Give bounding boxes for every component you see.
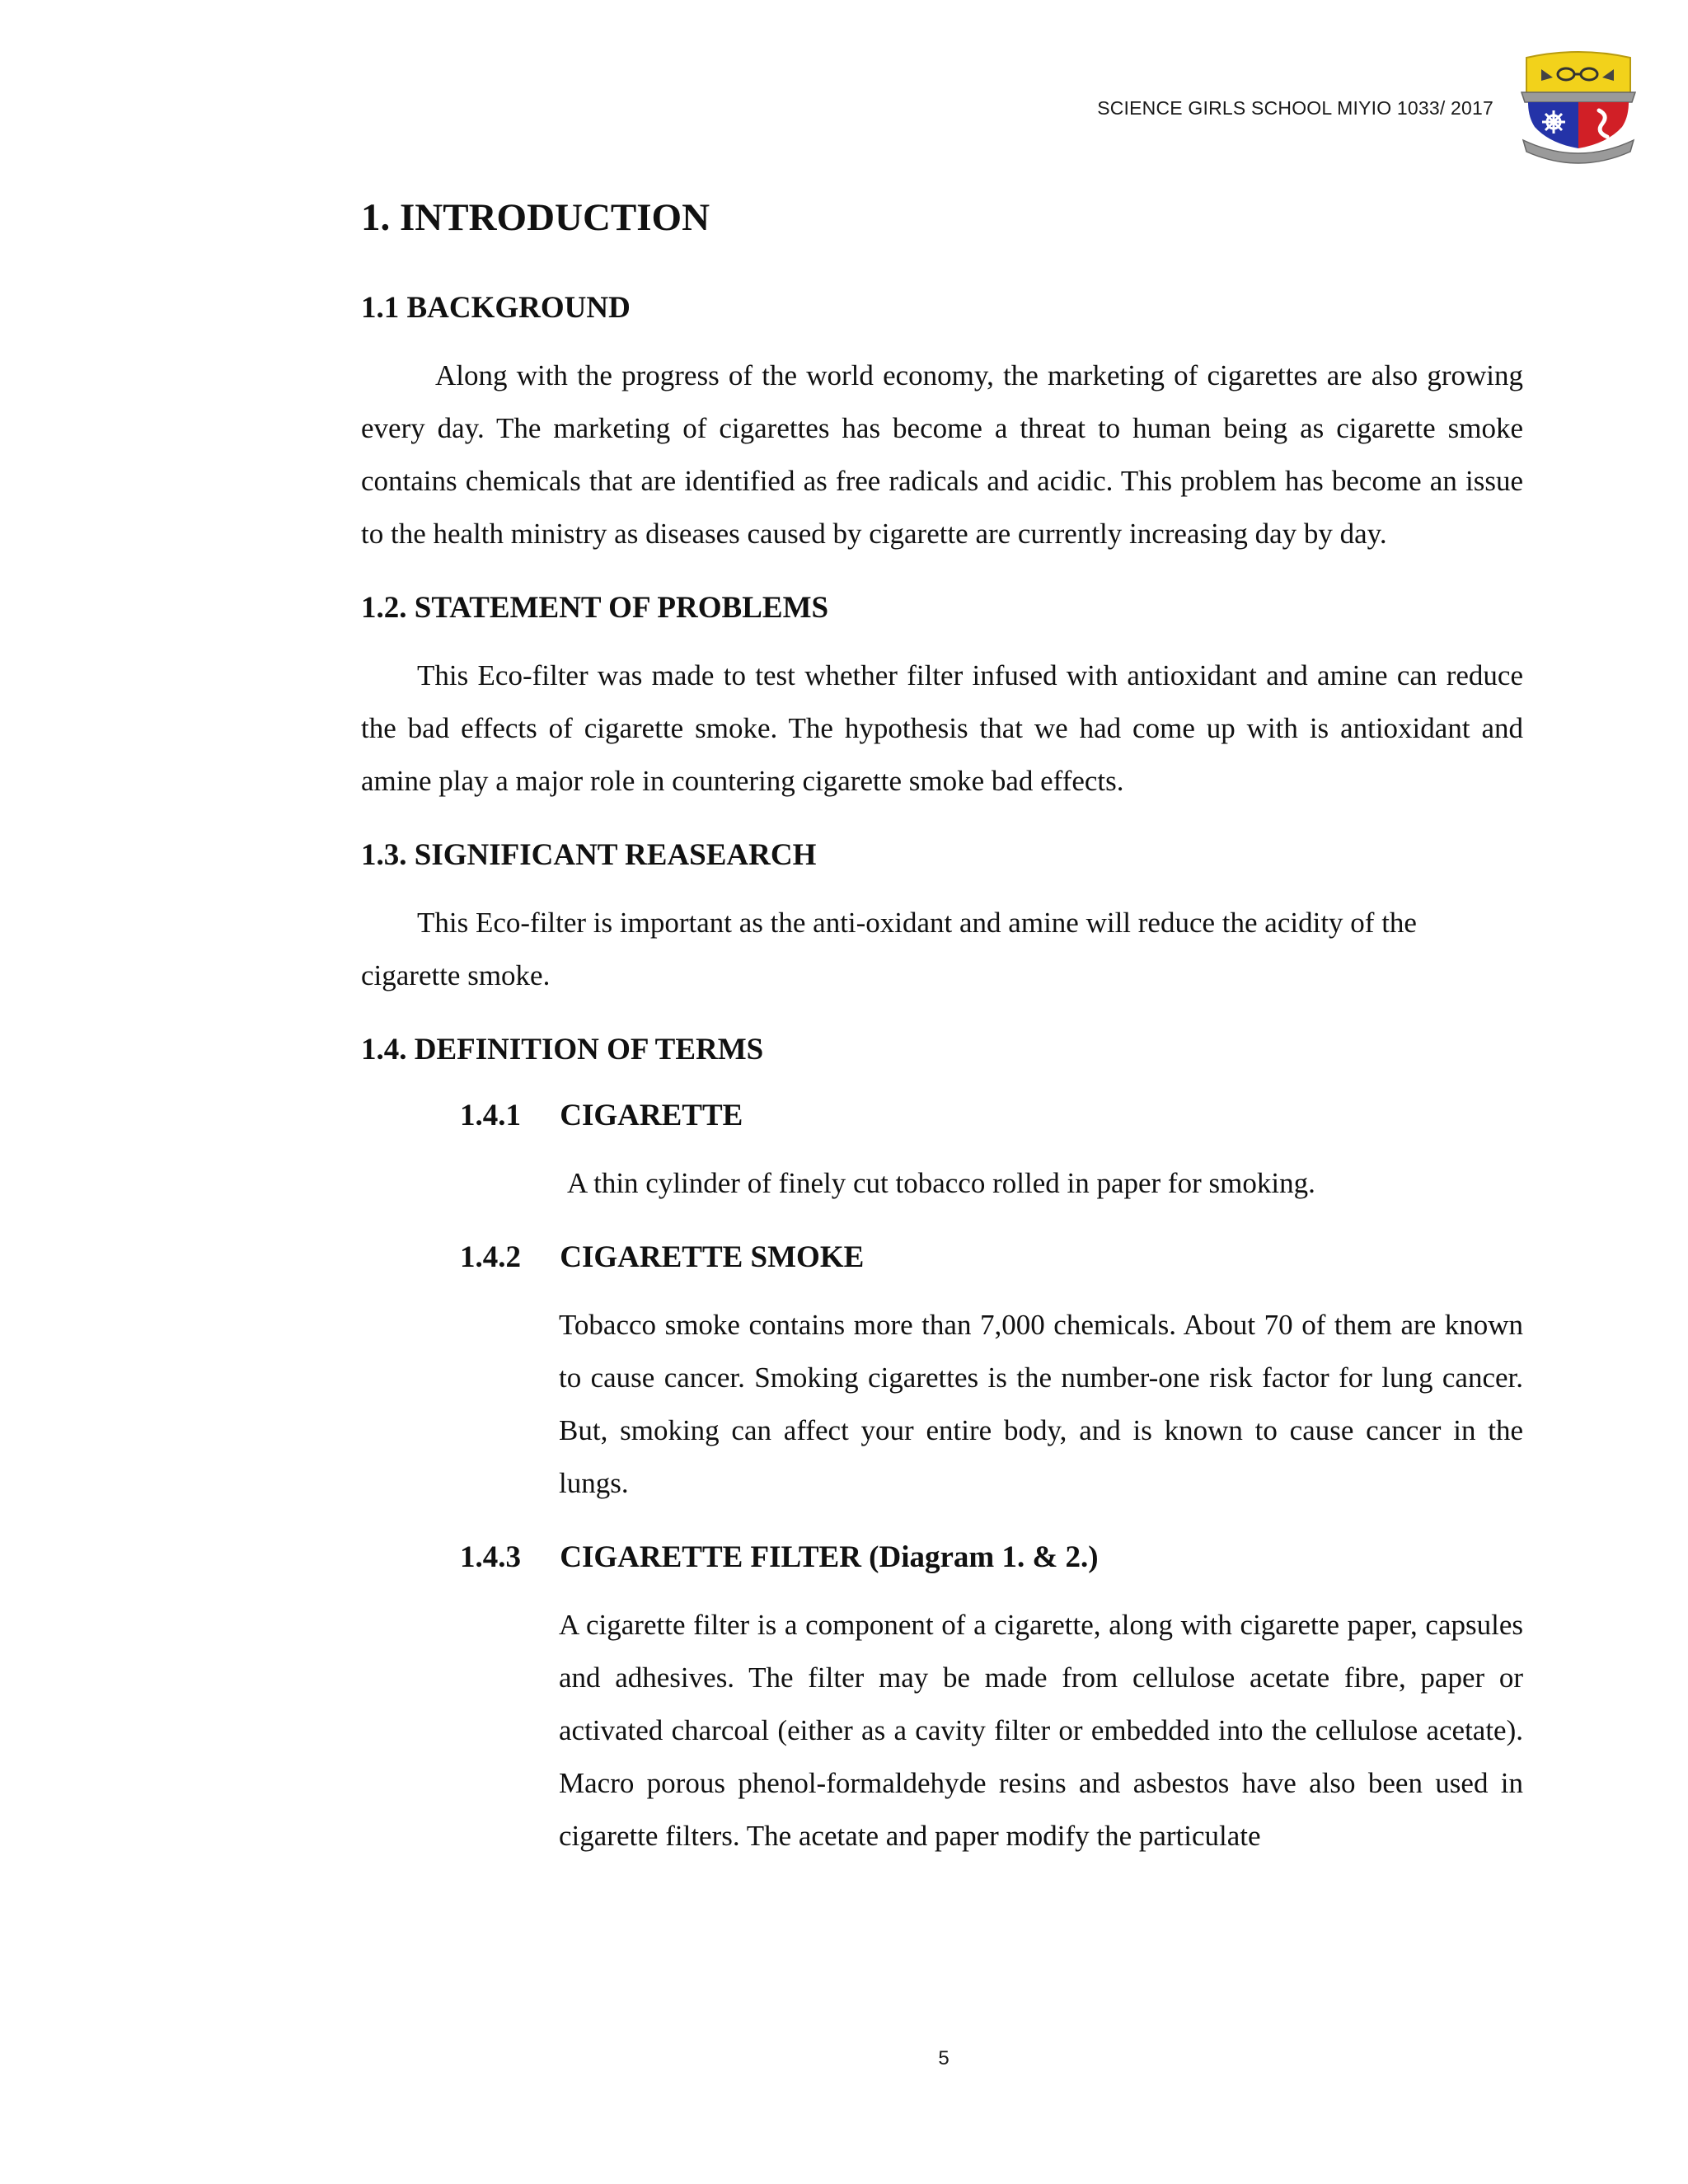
section-text-statement-of-problems: This Eco-filter was made to test whether filter infused with antioxidant and amine can reduce the bad effects of cigarette smoke. The hypothesis that we had come up with is antioxidant and amine play a major role in countering cigarette smoke bad effects. [361, 659, 1523, 797]
header-school-text: SCIENCE GIRLS SCHOOL MIYIO 1033/ 2017 [1097, 97, 1493, 119]
section-heading-significant-research: 1.3. SIGNIFICANT REASEARCH [361, 838, 817, 872]
section-heading-background: 1.1 BACKGROUND [361, 291, 631, 325]
term-title: CIGARETTE FILTER (Diagram 1. & 2.) [560, 1540, 1099, 1574]
term-number: 1.4.1 [460, 1099, 521, 1132]
page-title: 1. INTRODUCTION [361, 196, 710, 239]
section-text-significant-research: This Eco-filter is important as the anti-oxidant and amine will reduce the acidity of the cigarette smoke. [361, 907, 1417, 991]
term-title: CIGARETTE [560, 1099, 743, 1132]
section-heading-statement-of-problems: 1.2. STATEMENT OF PROBLEMS [361, 591, 829, 625]
term-number: 1.4.2 [460, 1240, 521, 1274]
term-number: 1.4.3 [460, 1540, 521, 1574]
term-text-cigarette-smoke: Tobacco smoke contains more than 7,000 chemicals. About 70 of them are known to cause cancer. Smoking cigarettes is the number-one risk factor for lung cancer. But, smoking can affect your entire body, and is known to cause cancer in the lungs. [559, 1309, 1523, 1499]
term-heading-cigarette-filter [361, 1533, 1523, 1582]
term-heading-cigarette [361, 1091, 1523, 1141]
term-text-cigarette-filter: A cigarette filter is a component of a cigarette, along with cigarette paper, capsules and adhesives. The filter may be made from cellulose acetate fibre, paper or activated charcoal (either as a cavity filter or embedded into the cellulose acetate). Macro porous phenol-formaldehyde resins and asbestos have also been used in cigarette filters. The acetate and paper modify the particulate [559, 1609, 1523, 1852]
section-text-background: Along with the progress of the world economy, the marketing of cigarettes are also growing every day. The marketing of cigarettes has become a threat to human being as cigarette smoke contains chemicals that are identified as free radicals and acidic. This problem has become an issue to the health ministry as diseases caused by cigarette are currently increasing day by day. [361, 359, 1523, 550]
term-heading-cigarette-smoke [361, 1233, 1523, 1282]
term-title: CIGARETTE SMOKE [560, 1240, 865, 1274]
section-heading-definition-of-terms: 1.4. DEFINITION OF TERMS [361, 1033, 764, 1066]
term-text-cigarette: A thin cylinder of finely cut tobacco rolled in paper for smoking. [567, 1167, 1315, 1199]
school-crest-icon [1517, 51, 1640, 166]
document-body [361, 191, 1523, 1886]
page-number: 5 [938, 2047, 950, 2069]
